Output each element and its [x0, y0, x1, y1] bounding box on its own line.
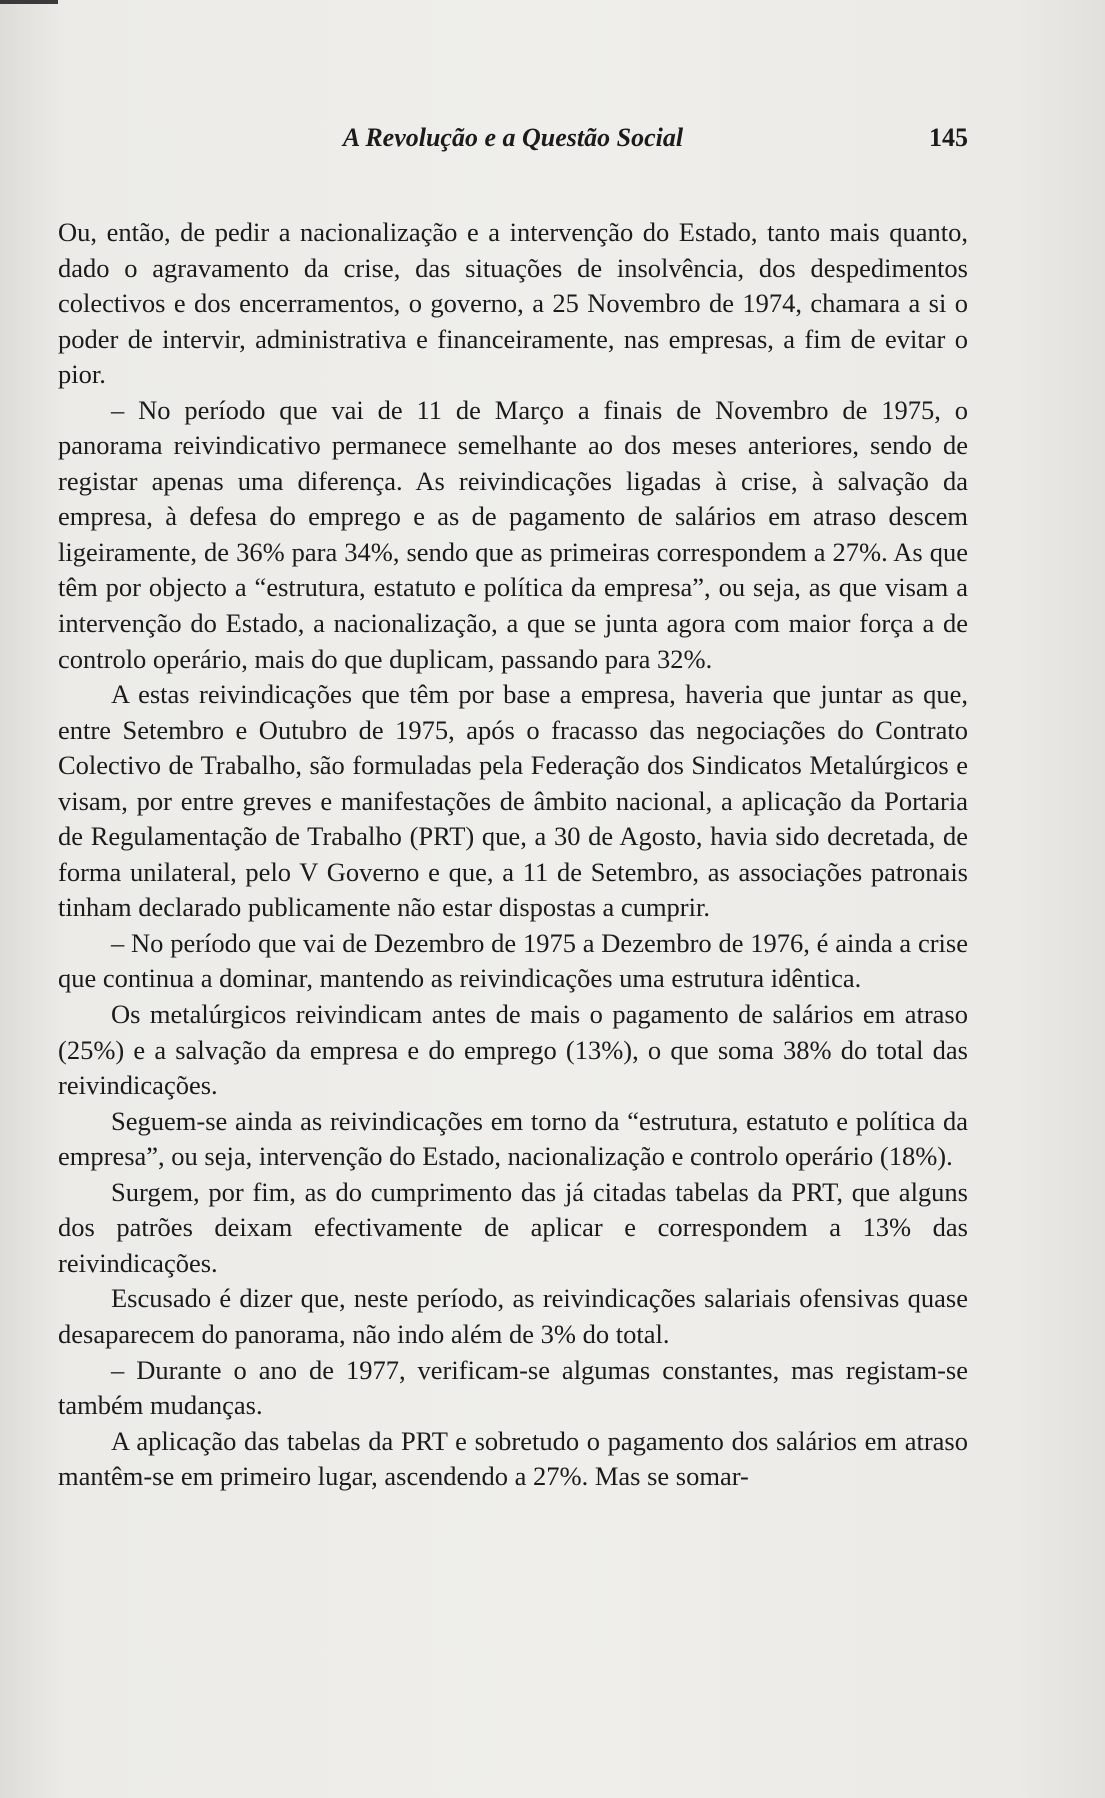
page-number: 145	[929, 123, 968, 152]
paragraph-6: Seguem-se ainda as reivindicações em torno da “estrutura, estatuto e política da empresa”, ou seja, intervenção do Estado, nacionalização e controlo operário (18%).	[58, 1105, 968, 1172]
running-title: A Revolução e a Questão Social	[342, 123, 684, 152]
paragraph-4: – No período que vai de Dezembro de 1975 a Dezembro de 1976, é ainda a crise que continua a dominar, mantendo as reivindicações uma estrutura idêntica.	[58, 927, 968, 994]
paragraph-3: A estas reivindicações que têm por base a empresa, haveria que juntar as que, entre Setembro e Outubro de 1975, após o fracasso das negociações do Contrato Colectivo de Trabalho, são formuladas pela Federação dos Sindicatos Metalúrgicos e visam, por entre greves e manifestações de âmbito nacional, a aplicação da Portaria de Regulamentação de Trabalho (PRT) que, a 30 de Agosto, havia sido decretada, de forma unilateral, pelo V Governo e que, a 11 de Setembro, as associações patronais tinham declarado publicamente não estar dispostas a cumprir.	[58, 679, 968, 923]
page-header	[58, 120, 968, 156]
body-text	[58, 215, 968, 1495]
paragraph-5: Os metalúrgicos reivindicam antes de mais o pagamento de salários em atraso (25%) e a salvação da empresa e do emprego (13%), o que soma 38% do total das reivindicações.	[58, 999, 968, 1101]
paragraph-2: – No período que vai de 11 de Março a finais de Novembro de 1975, o panorama reivindicativo permanece semelhante ao dos meses anteriores, sendo de registar apenas uma diferença. As reivindicações ligadas à crise, à salvação da empresa, à defesa do emprego e as de pagamento de salários em atraso descem ligeiramente, de 36% para 34%, sendo que as primeiras correspondem a 27%. As que têm por objecto a “estrutura, estatuto e política da empresa”, ou seja, as que visam a intervenção do Estado, a nacionalização, a que se junta agora com maior força a de controlo operário, mais do que duplicam, passando para 32%.	[58, 394, 968, 674]
paragraph-10: A aplicação das tabelas da PRT e sobretudo o pagamento dos salários em atraso mantêm-se em primeiro lugar, ascendendo a 27%. Mas se somar-	[58, 1425, 968, 1492]
paragraph-8: Escusado é dizer que, neste período, as reivindicações salariais ofensivas quase desaparecem do panorama, não indo além de 3% do total.	[58, 1283, 968, 1349]
paragraph-7: Surgem, por fim, as do cumprimento das já citadas tabelas da PRT, que alguns dos patrões deixam efectivamente de aplicar e correspondem a 13% das reivindicações.	[58, 1176, 968, 1278]
paragraph-9: – Durante o ano de 1977, verificam-se algumas constantes, mas registam-se também mudanças.	[58, 1354, 968, 1421]
page-edge-mark	[0, 0, 58, 4]
paragraph-1: Ou, então, de pedir a nacionalização e a intervenção do Estado, tanto mais quanto, dado o agravamento da crise, das situações de insolvência, dos despedimentos colectivos e dos encerramentos, o governo, a 25 Novembro de 1974, chamara a si o poder de intervir, administrativa e financeiramente, nas empresas, a fim de evitar o pior.	[58, 217, 968, 390]
